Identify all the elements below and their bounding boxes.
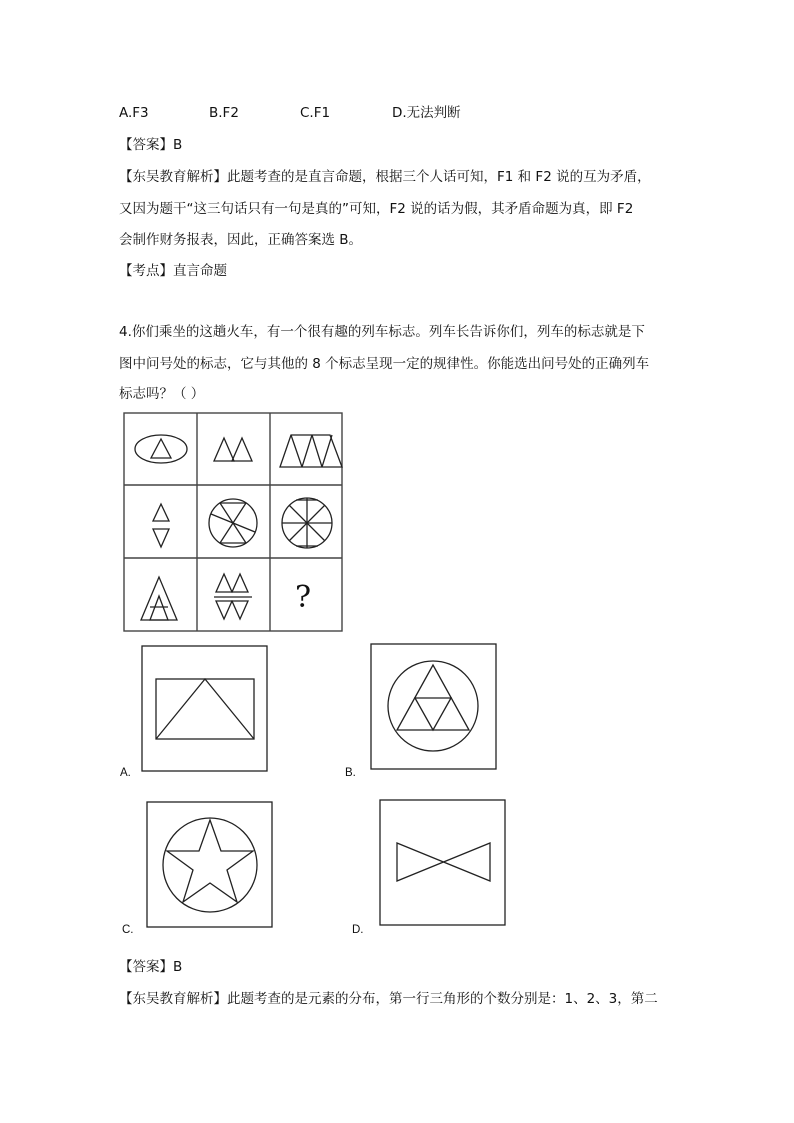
prev-analysis-line-1: 【东吴教育解析】此题考查的是直言命题，根据三个人话可知，F1 和 F2 说的互为矛盾， — [119, 169, 651, 185]
cell-circle-four-triangles — [209, 499, 257, 547]
choice-d-figure[interactable] — [379, 799, 506, 926]
choice-b-figure[interactable] — [370, 643, 497, 770]
cell-nested-triangles — [141, 577, 177, 620]
q4-analysis-line: 【东吴教育解析】此题考查的是元素的分布，第一行三角形的个数分别是：1、2、3，第二 — [119, 991, 658, 1007]
cell-three-triangles — [280, 435, 342, 467]
option-a: A.F3 — [119, 105, 149, 121]
q4-answer: 【答案】B — [119, 959, 183, 975]
option-c: C.F1 — [300, 105, 331, 121]
cell-ellipse-triangle — [135, 435, 187, 463]
q4-stem-line-1: 4.你们乘坐的这趟火车，有一个很有趣的列车标志。列车长告诉你们，列车的标志就是下 — [119, 324, 645, 340]
cell-two-triangles — [214, 438, 252, 461]
prev-kaodian: 【考点】直言命题 — [119, 263, 227, 279]
prev-answer: 【答案】B — [119, 137, 183, 153]
prev-analysis-line-3: 会制作财务报表，因此，正确答案选 B。 — [119, 232, 363, 248]
q4-stem-line-2: 图中问号处的标志，它与其他的 8 个标志呈现一定的规律性。你能选出问号处的正确列车 — [119, 356, 650, 372]
option-b: B.F2 — [209, 105, 239, 121]
choice-c-figure[interactable] — [146, 801, 273, 928]
cell-circle-eight-sectors — [282, 498, 332, 548]
choice-b-label: B. — [345, 767, 356, 779]
cell-four-triangles — [214, 574, 252, 619]
choice-a-label: A. — [120, 767, 131, 779]
prev-analysis-line-2: 又因为题干“这三句话只有一句是真的”可知，F2 说的话为假，其矛盾命题为真，即 F2 — [119, 201, 634, 217]
question-mark: ? — [295, 580, 312, 615]
puzzle-grid — [122, 411, 344, 633]
q4-stem-line-3: 标志吗？（ ） — [119, 386, 205, 402]
choice-a-figure[interactable] — [141, 645, 268, 772]
cell-up-down-triangles — [153, 504, 169, 547]
option-d: D.无法判断 — [392, 105, 461, 121]
choice-d-label: D. — [352, 924, 364, 936]
choice-c-label: C. — [122, 924, 134, 936]
